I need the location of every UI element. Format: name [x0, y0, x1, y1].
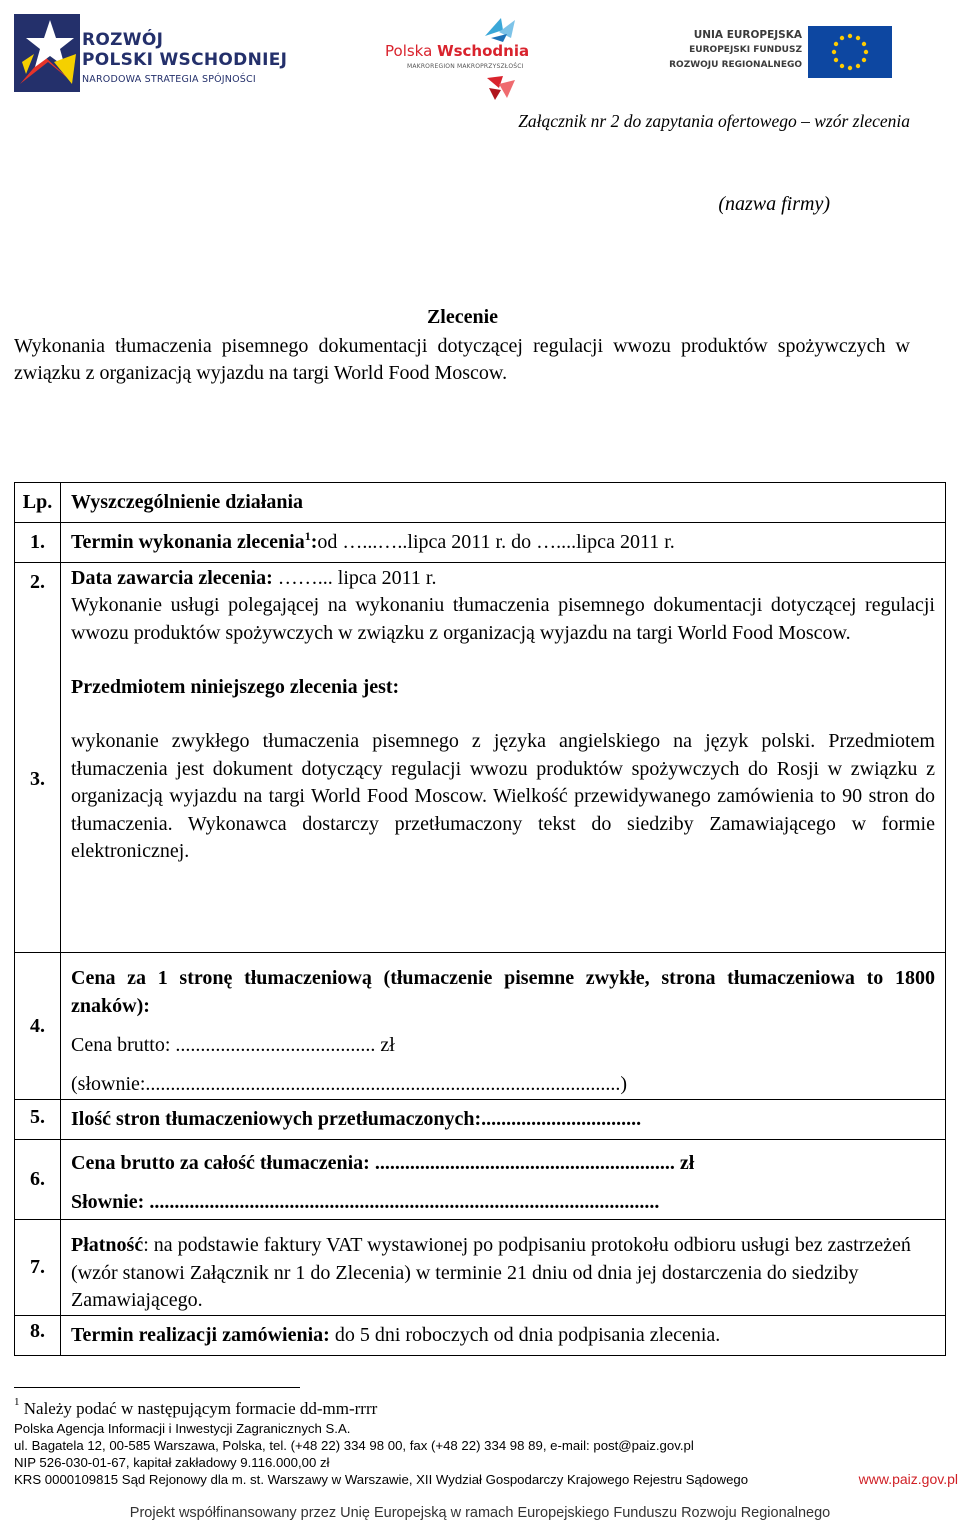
order-table — [14, 482, 946, 1356]
row3-intro: Wykonanie usługi polegającej na wykonaniu tłumaczenia pisemnego dokumentacji dotyczącej regulacji wwozu produktów spożywczych w związku z organizacją wyjazdu na targi World Food Moscow. — [71, 594, 935, 644]
row4-content — [61, 953, 946, 1100]
row3-num: 3. — [30, 768, 45, 790]
row3-details: wykonanie zwykłego tłumaczenia pisemnego z języka angielskiego na język polski. Przedmiotem tłumaczenia jest dokument dotyczący regulacji wwozu produktów spożywczych do Rosji w związku z organizacją wyjazdu na targi World Food Moscow. Wielkość przewidywanego zamówienia to 90 stron do tłumaczenia. Wykonawca dostarczy przetłumaczony tekst do siedziby Zamawiającego w formie elektronicznej. — [71, 730, 935, 862]
company-footer — [14, 1420, 748, 1488]
table-row-6 — [15, 1140, 946, 1220]
table-row-8 — [15, 1315, 946, 1355]
row5-content — [61, 1100, 946, 1140]
document-title: Zlecenie — [426, 306, 499, 328]
rpw-line1: ROZWÓJ — [82, 30, 164, 50]
row1-num: 1. — [15, 523, 61, 563]
row4-gross: Cena brutto: ........................................ zł — [71, 1034, 395, 1056]
row7-num: 7. — [15, 1220, 61, 1316]
row4-num: 4. — [15, 953, 61, 1100]
row6-line — [71, 1150, 935, 1177]
document-subtitle: Wykonania tłumaczenia pisemnego dokumentacji dotyczącej regulacji wwozu produktów spożywczych w związku z organizacją wyjazdu na targi World Food Moscow. — [14, 335, 910, 384]
row2-3-content — [61, 563, 946, 953]
row8-value: do 5 dni roboczych od dnia podpisania zlecenia. — [329, 1323, 721, 1346]
footer-line1: Polska Agencja Informacji i Inwestycji Zagranicznych S.A. — [14, 1421, 351, 1436]
table-header-row — [15, 483, 946, 523]
row7-label: Płatność — [71, 1234, 144, 1256]
row5-value: ................................ — [481, 1108, 642, 1130]
row6-content — [61, 1140, 946, 1220]
pw-plain: Polska — [385, 42, 438, 60]
row4-label: Cena za 1 stronę tłumaczeniową (tłumaczenie pisemne zwykłe, strona tłumaczeniowa to 1800 znaków): — [71, 967, 935, 1017]
footnote-mark: 1 — [14, 1396, 20, 1408]
polska-wschodnia-mark-icon — [481, 16, 521, 42]
row1-colon: : — [310, 531, 318, 553]
footer-line4: KRS 0000109815 Sąd Rejonowy dla m. st. Warszawy w Warszawie, XII Wydział Gospodarczy Krajowego Rejestru Sądowego — [14, 1472, 749, 1487]
row8-content — [61, 1315, 946, 1355]
row5-num: 5. — [15, 1100, 61, 1140]
row8-label: Termin realizacji zamówienia: — [71, 1323, 330, 1346]
rpw-star-icon — [14, 14, 80, 92]
row6-words: Słownie: ...................................................................................................... — [71, 1191, 660, 1213]
table-row-5 — [15, 1100, 946, 1140]
footnote-text: Należy podać w następującym formacie dd-mm-rrrr — [19, 1399, 378, 1418]
eu-line3: ROZWOJU REGIONALNEGO — [669, 60, 802, 70]
header-num: Lp. — [15, 483, 61, 523]
rozwoj-polski-wschodniej-logo — [14, 12, 304, 96]
header-logos — [0, 0, 960, 105]
row1-footnote-mark: 1 — [304, 529, 311, 543]
row1-content — [61, 523, 946, 563]
company-name-placeholder: (nazwa firmy) — [718, 193, 830, 215]
annex-label: Załącznik nr 2 do zapytania ofertowego – wzór zlecenia — [518, 111, 910, 131]
eu-line2: EUROPEJSKI FUNDUSZ — [689, 45, 802, 55]
row7-value: : na podstawie faktury VAT wystawionej po podpisaniu protokołu odbioru usługi bez zastrzeżeń (wzór stanowi Załącznik nr 1 do Zlecenia) w terminie 21 dniu od dnia jej dostarczenia do siedziby Zamawiającego. — [71, 1234, 911, 1311]
row1-label: Termin wykonania zlecenia — [71, 531, 305, 553]
polska-wschodnia-mark-lower-icon — [481, 74, 521, 100]
row2-line — [71, 565, 935, 592]
row2-3-num-cell — [15, 563, 61, 953]
footnote-rule — [14, 1387, 300, 1388]
row2-label: Data zawarcia zlecenia: — [71, 567, 273, 589]
polska-wschodnia-sub: MAKROREGION MAKROPRZYSZŁOŚCI — [407, 63, 524, 70]
row8-num: 8. — [15, 1315, 61, 1355]
footer-website-link[interactable]: www.paiz.gov.pl — [858, 1471, 958, 1487]
unia-europejska-logo — [658, 26, 898, 80]
polska-wschodnia-logo — [385, 18, 545, 100]
row7-content — [61, 1220, 946, 1316]
pw-bold: Wschodnia — [437, 42, 530, 60]
row6-label: Cena brutto za całość tłumaczenia: — [71, 1152, 370, 1174]
row6-value: ............................................................ zł — [369, 1152, 695, 1174]
eu-flag-icon — [808, 26, 892, 78]
rpw-line3: NARODOWA STRATEGIA SPÓJNOŚCI — [82, 74, 256, 85]
eu-text — [658, 28, 802, 73]
polska-wschodnia-text — [385, 42, 529, 60]
row1-value: od …...…..lipca 2011 r. do …....lipca 2011 r. — [317, 531, 675, 553]
footnote — [14, 1396, 378, 1419]
footer-line3: NIP 526-030-01-67, kapitał zakładowy 9.116.000,00 zł — [14, 1455, 330, 1470]
row5-label: Ilość stron tłumaczeniowych przetłumaczonych: — [71, 1108, 482, 1130]
table-row-4 — [15, 953, 946, 1100]
eu-line1: UNIA EUROPEJSKA — [693, 29, 802, 41]
table-row-7 — [15, 1220, 946, 1316]
table-row-1 — [15, 523, 946, 563]
row2-value: ……... lipca 2011 r. — [272, 567, 437, 589]
row2-num: 2. — [30, 571, 45, 593]
row6-num: 6. — [15, 1140, 61, 1220]
rpw-line2: POLSKI WSCHODNIEJ — [82, 50, 288, 70]
cofinance-note: Projekt współfinansowany przez Unię Europejską w ramach Europejskiego Funduszu Rozwoju Regionalnego — [129, 1505, 831, 1521]
table-row-2-3 — [15, 563, 946, 953]
footer-line2: ul. Bagatela 12, 00-585 Warszawa, Polska, tel. (+48 22) 334 98 00, fax (+48 22) 334 98 89, e-mail: post@paiz.gov.pl — [14, 1438, 694, 1453]
header-desc: Wyszczególnienie działania — [61, 483, 946, 523]
row4-words: (słownie:...............................................................................................) — [71, 1073, 628, 1095]
row3-subject-label: Przedmiotem niniejszego zlecenia jest: — [71, 676, 400, 698]
